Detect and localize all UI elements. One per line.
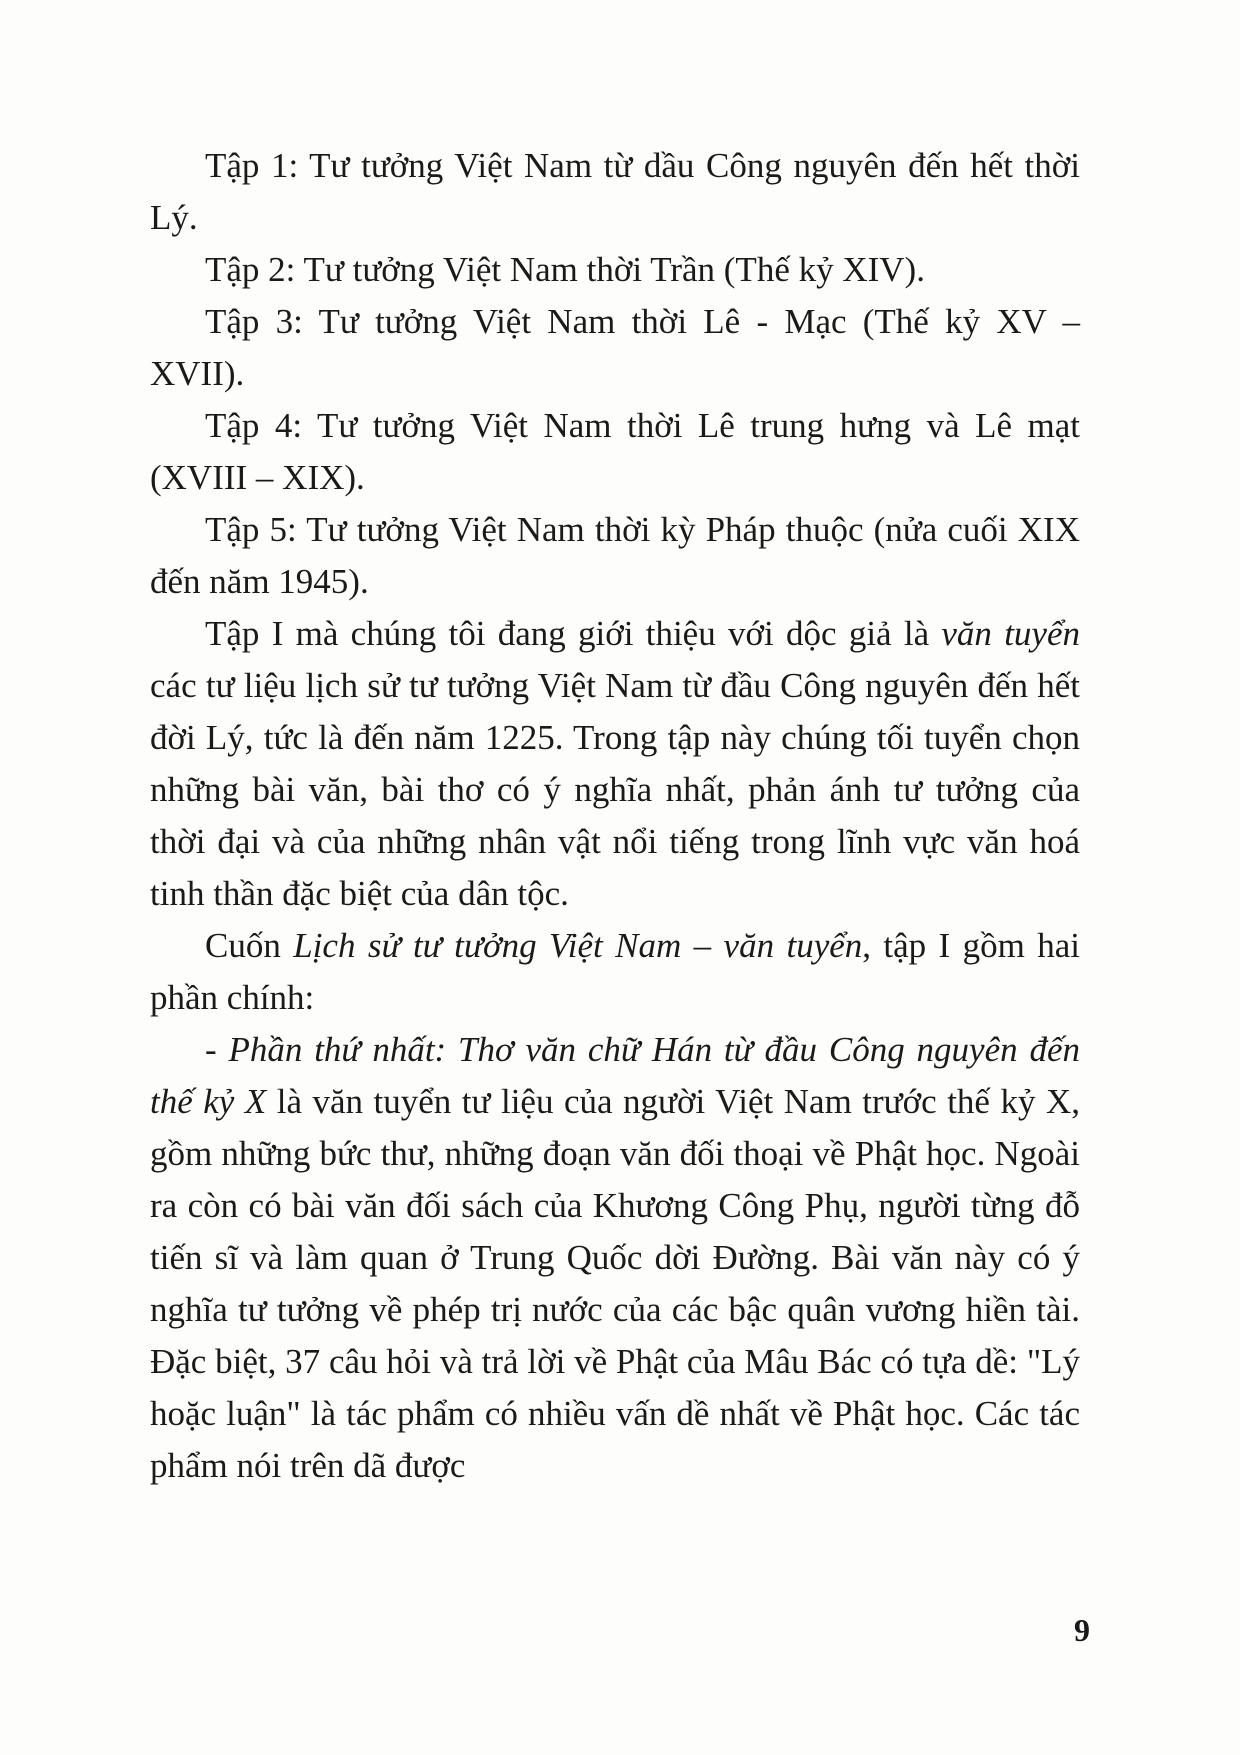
paragraph-volume-5: Tập 5: Tư tưởng Việt Nam thời kỳ Pháp thuộc (nửa cuối XIX đến năm 1945). [150,510,1080,601]
intro-text-start: Tập I mà chúng tôi đang giới thiệu với dộc giả là [205,614,942,653]
book-text-rest: , tập I gồm hai phần chính: [150,926,1080,1017]
paragraph-introduction [150,608,1080,920]
intro-italic-term: văn tuyển [941,614,1080,653]
paragraph-part-one [150,1024,1080,1492]
paragraph-book-structure [150,920,1080,1024]
paragraph-volume-2: Tập 2: Tư tưởng Việt Nam thời Trần (Thế kỷ XIV). [205,250,925,289]
page-number: 9 [1074,1612,1090,1648]
book-text-start: Cuốn [205,926,294,965]
body-text [150,140,1080,1492]
paragraph-volume-4: Tập 4: Tư tưởng Việt Nam thời Lê trung hưng và Lê mạt (XVIII – XIX). [150,406,1080,497]
paragraph-volume-3: Tập 3: Tư tưởng Việt Nam thời Lê - Mạc (Thế kỷ XV – XVII). [150,302,1080,393]
intro-text-rest: các tư liệu lịch sử tư tưởng Việt Nam từ đầu Công nguyên đến hết đời Lý, tức là đến năm 1225. Trong tập này chúng tối tuyển chọn những bài văn, bài thơ có ý nghĩa nhất, phản ánh tư tưởng của thời đại và của những nhân vật nổi tiếng trong lĩnh vực văn hoá tinh thần đặc biệt của dân tộc. [150,666,1080,913]
paragraph-volume-1: Tập 1: Tư tưởng Việt Nam từ dầu Công nguyên đến hết thời Lý. [150,146,1080,237]
book-title-italic: Lịch sử tư tưởng Việt Nam – văn tuyển [293,926,863,965]
part-one-text: là văn tuyển tư liệu của người Việt Nam trước thế kỷ X, gồm những bức thư, những đoạn văn đối thoại về Phật học. Ngoài ra còn có bài văn đối sách của Khương Công Phụ, người từng đỗ tiến sĩ và làm quan ở Trung Quốc dời Đường. Bài văn này có ý nghĩa tư tưởng về phép trị nước của các bậc quân vương hiền tài. Đặc biệt, 37 câu hỏi và trả lời về Phật của Mâu Bác có tựa dề: "Lý hoặc luận" là tác phẩm có nhiều vấn dề nhất về Phật học. Các tác phẩm nói trên dã được [150,1082,1080,1485]
part-one-heading-italic: - Phần thứ nhất: Thơ văn chữ Hán từ đầu Công nguyên đến thế kỷ X [150,1030,1080,1121]
